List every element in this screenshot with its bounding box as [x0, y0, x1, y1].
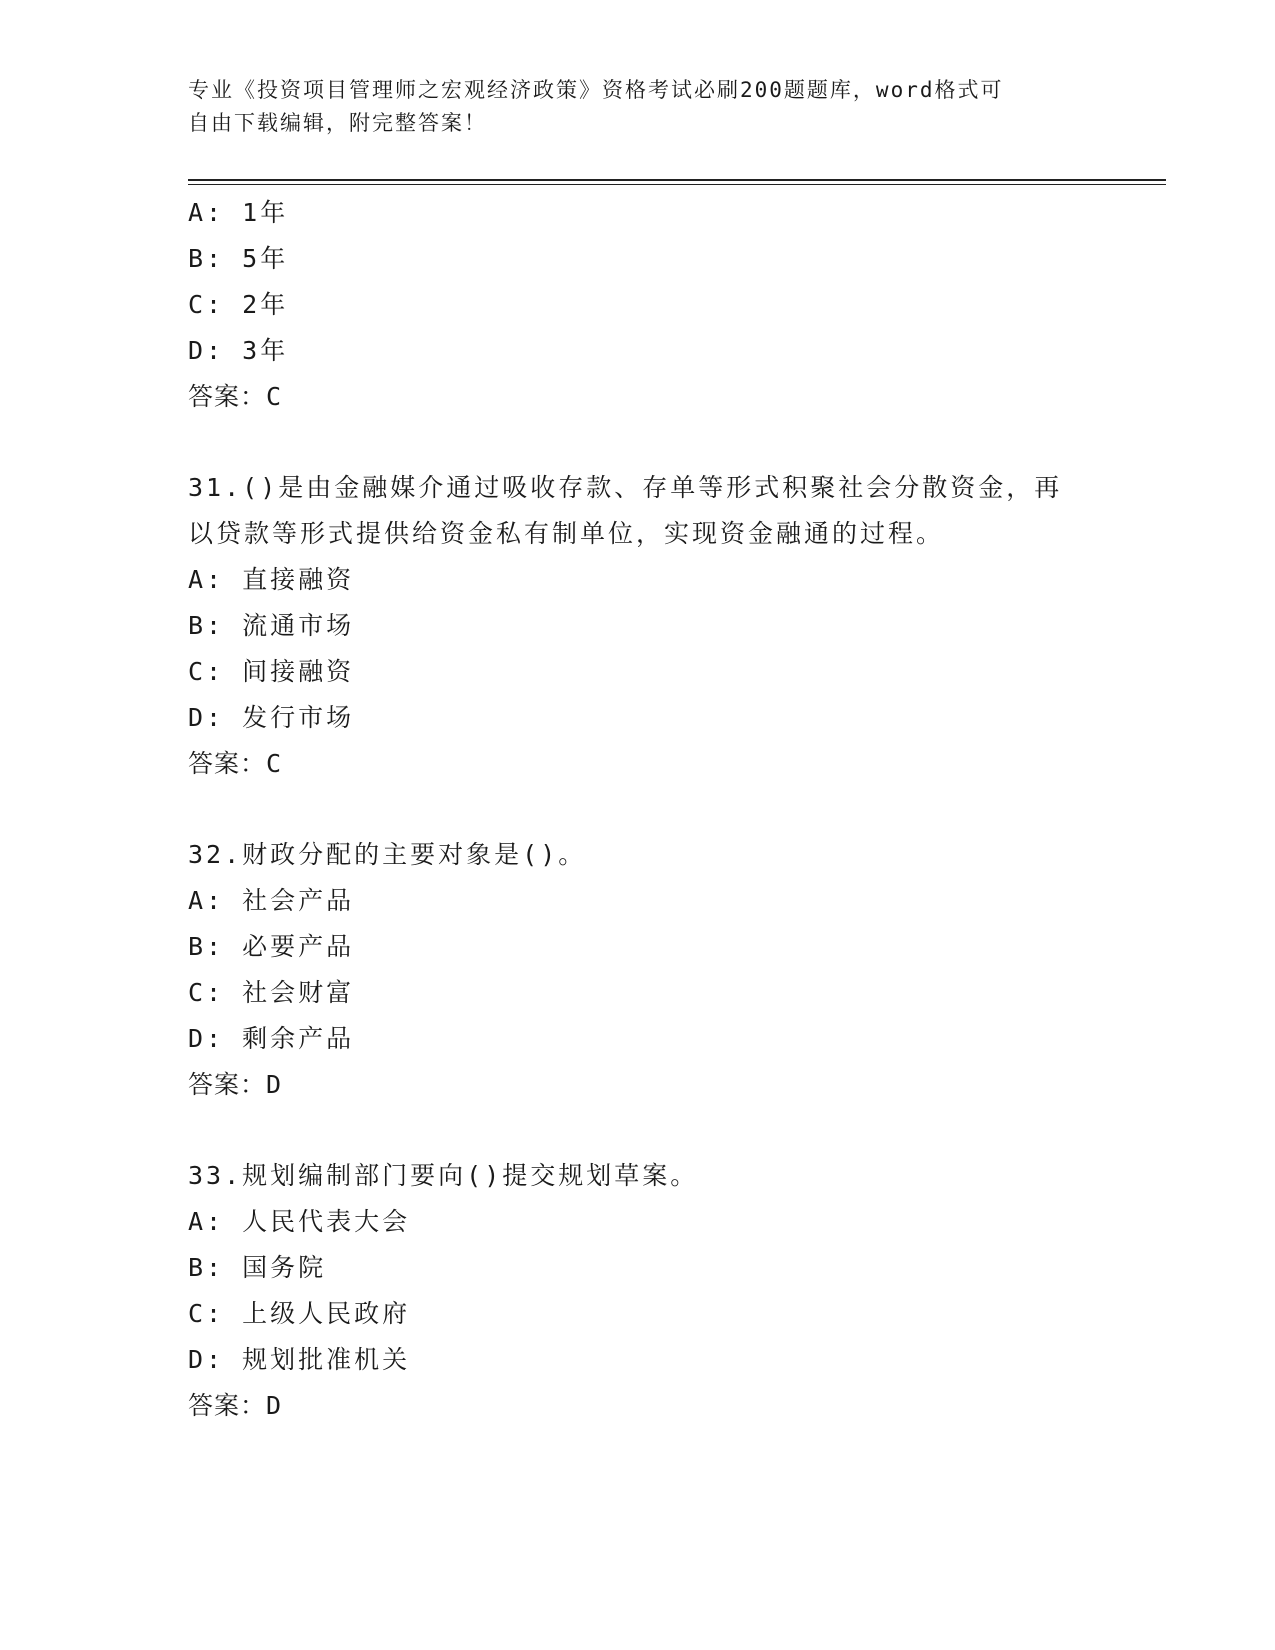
- header-title-line-2: 自由下载编辑，附完整答案！: [188, 111, 487, 135]
- question-stem-line: 33.规划编制部门要向()提交规划草案。: [188, 1161, 699, 1190]
- header-divider-thick: [188, 179, 1166, 181]
- option-a: A: 1年: [188, 198, 289, 227]
- option-b: B: 流通市场: [188, 611, 355, 640]
- document-header: [188, 74, 1088, 140]
- header-title-line-1: 专业《投资项目管理师之宏观经济政策》资格考试必刷200题题库，word格式可: [188, 78, 1004, 102]
- spacer: [188, 420, 1088, 465]
- option-d: D: 规划批准机关: [188, 1345, 411, 1374]
- option-a: A: 社会产品: [188, 886, 355, 915]
- option-c: C: 2年: [188, 290, 289, 319]
- question-stem-line: 32.财政分配的主要对象是()。: [188, 840, 587, 869]
- option-a: A: 直接融资: [188, 565, 355, 594]
- option-c: C: 上级人民政府: [188, 1299, 411, 1328]
- previous-question-block: [188, 190, 1088, 420]
- answer-line: 答案：C: [188, 749, 283, 778]
- header-divider-thin: [188, 184, 1166, 185]
- option-a: A: 人民代表大会: [188, 1207, 411, 1236]
- question-33: [188, 1153, 1088, 1429]
- question-31: [188, 465, 1088, 787]
- option-b: B: 必要产品: [188, 932, 355, 961]
- option-d: D: 剩余产品: [188, 1024, 355, 1053]
- spacer: [188, 1108, 1088, 1153]
- answer-line: 答案：D: [188, 1070, 283, 1099]
- question-stem-line: 31.()是由金融媒介通过吸收存款、存单等形式积聚社会分散资金，再: [188, 473, 1063, 502]
- question-stem-line: 以贷款等形式提供给资金私有制单位，实现资金融通的过程。: [188, 519, 945, 548]
- answer-line: 答案：D: [188, 1391, 283, 1420]
- option-b: B: 5年: [188, 244, 289, 273]
- option-c: C: 社会财富: [188, 978, 355, 1007]
- answer-line: 答案：C: [188, 382, 283, 411]
- question-32: [188, 832, 1088, 1108]
- option-c: C: 间接融资: [188, 657, 355, 686]
- spacer: [188, 787, 1088, 832]
- option-b: B: 国务院: [188, 1253, 327, 1282]
- question-list: [188, 190, 1088, 1429]
- option-d: D: 发行市场: [188, 703, 355, 732]
- option-d: D: 3年: [188, 336, 289, 365]
